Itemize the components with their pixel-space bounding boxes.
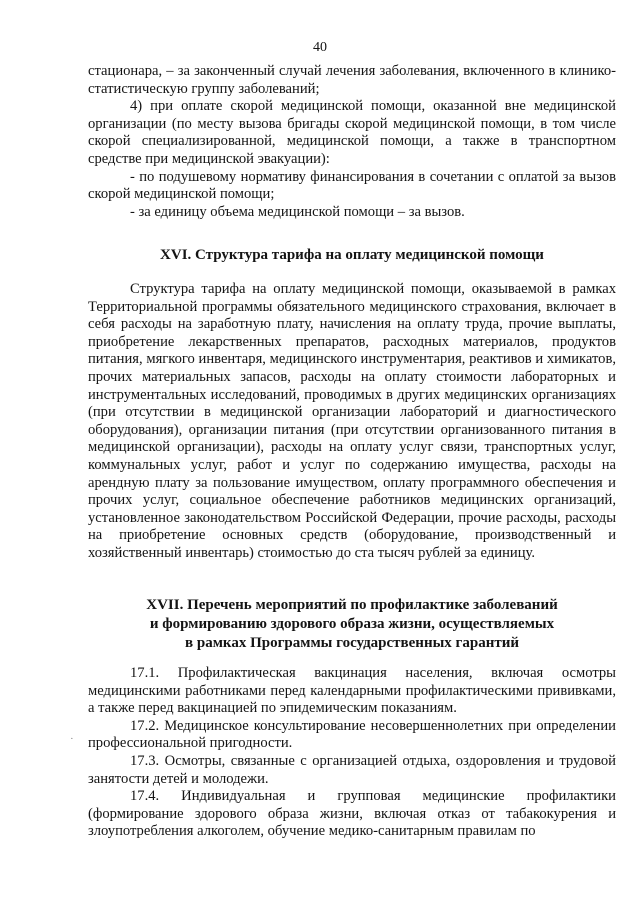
- margin-dot-mark: ·: [70, 733, 74, 745]
- paragraph-per-capita: - по подушевому нормативу финансирования в сочетании с оплатой за вызов скорой медицинской помощи;: [88, 168, 616, 203]
- section-xvii-title-line-3: в рамках Программы государственных гарантий: [185, 635, 519, 651]
- item-17-1: 17.1. Профилактическая вакцинация населения, включая осмотры медицинскими работниками перед календарными профилактическими прививками, а также перед вакцинацией по эпидемическим показаниям.: [88, 665, 616, 717]
- page-number: 40: [313, 40, 327, 55]
- section-xvii-title-line-1: XVII. Перечень мероприятий по профилактике заболеваний: [146, 597, 558, 613]
- item-17-3: 17.3. Осмотры, связанные с организацией отдыха, оздоровления и трудовой занятости детей и молодежи.: [88, 752, 616, 787]
- section-xvi-title: XVI. Структура тарифа на оплату медицинской помощи: [160, 247, 544, 263]
- paragraph-inpatient: стационара, – за законченный случай лечения заболевания, включенного в клинико-статистическую группу заболеваний;: [88, 63, 616, 97]
- paragraph-emergency-care: 4) при оплате скорой медицинской помощи, оказанной вне медицинской организации (по месту вызова бригады скорой медицинской помощи, в том числе скорой специализированной, медицинской помощи, а также в транспортном средстве при медицинской эвакуации):: [88, 98, 616, 167]
- top-text-block: [88, 63, 616, 221]
- paragraph-per-call: - за единицу объема медицинской помощи – за вызов.: [130, 203, 465, 220]
- section-xvi-heading: [88, 246, 616, 265]
- section-xvii-heading: [88, 596, 616, 653]
- section-xvii-body: [88, 665, 616, 841]
- item-17-2: 17.2. Медицинское консультирование несовершеннолетних при определении профессиональной пригодности.: [88, 717, 616, 752]
- section-xvi-body: [88, 281, 616, 563]
- section-xvii-title-line-2: и формированию здорового образа жизни, осуществляемых: [149, 616, 555, 632]
- item-17-4: 17.4. Индивидуальная и групповая медицинские профилактики (формирование здорового образа жизни, включая отказ от табакокурения и злоупотребления алкоголем, обучение медико-санитарным правилам по: [88, 788, 616, 840]
- paragraph-tariff-structure: Структура тарифа на оплату медицинской помощи, оказываемой в рамках Территориальной программы обязательного медицинского страхования, включает в себя расходы на заработную плату, начисления на оплату труда, прочие выплаты, приобретение лекарственных препаратов, расходных материалов, продуктов питания, мягкого инвентаря, медицинского инструментария, реактивов и химикатов, прочих материальных запасов, расходы на оплату стоимости лабораторных и инструментальных исследований, проводимых в других медицинских организациях (при отсутствии в медицинской организации лабораторий и диагностического оборудования), организации питания (при отсутствии организованного питания в медицинской организации), расходы на оплату услуг связи, транспортных услуг, коммунальных услуг, работ и услуг по содержанию имущества, расходы на арендную плату за пользование имуществом, оплату программного обеспечения и прочих услуг, социальное обеспечение работников медицинских организаций, установленное законодательством Российской Федерации, прочие расходы, расходы на приобретение основных средств (оборудование, производственный и хозяйственный инвентарь) стоимостью до ста тысяч рублей за единицу.: [88, 281, 616, 561]
